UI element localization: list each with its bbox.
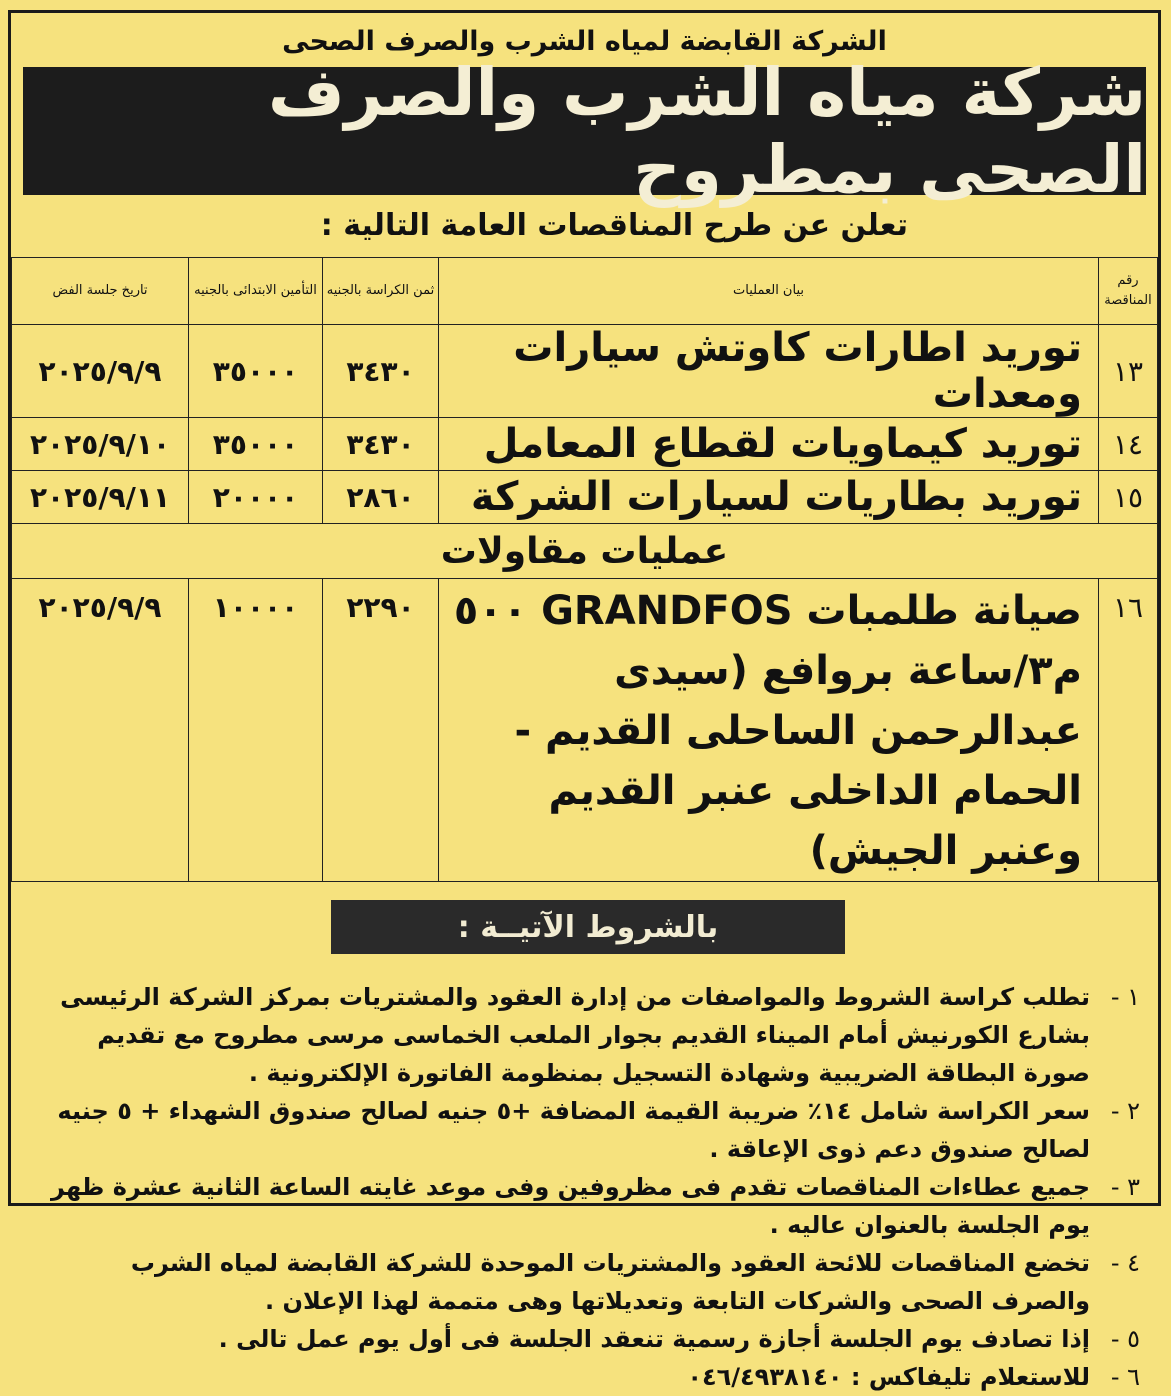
tender-description: توريد بطاريات لسيارات الشركة	[439, 471, 1099, 524]
condition-text: إذا تصادف يوم الجلسة أجازة رسمية تنعقد الجلسة فى أول يوم عمل تالى .	[218, 1325, 1090, 1353]
table-row	[12, 325, 1158, 418]
company-title-banner	[23, 54, 1146, 208]
insurance-amount: ٣٥٠٠٠	[189, 325, 323, 418]
header-description: بيان العمليات	[439, 258, 1099, 325]
section-row	[12, 524, 1158, 579]
conditions-title: بالشروط الآتيــة :	[331, 900, 845, 954]
company-title: شركة مياه الشرب والصرف الصحى بمطروح	[268, 54, 1146, 208]
conditions-list	[11, 978, 1158, 1396]
booklet-price: ٣٤٣٠	[323, 418, 439, 471]
table-row	[12, 471, 1158, 524]
condition-text: للاستعلام تليفاكس : ٠٤٦/٤٩٣٨١٤٠	[687, 1363, 1090, 1391]
section-title: عمليات مقاولات	[12, 524, 1158, 579]
header-booklet-price: ثمن الكراسة بالجنيه	[323, 258, 439, 325]
list-item	[51, 1320, 1140, 1358]
header-number: رقم المناقصة	[1099, 258, 1158, 325]
table-header-row	[12, 258, 1158, 325]
announcement-line: تعلن عن طرح المناقصات العامة التالية :	[320, 208, 908, 243]
table-row	[12, 579, 1158, 882]
tender-description: صيانة طلمبات GRANDFOS ٥٠٠ م٣/ساعة بروافع (سيدى عبدالرحمن الساحلى القديم - الحمام الداخلى عنبر القديم وعنبر الجيش)	[439, 579, 1099, 882]
booklet-price: ٢٢٩٠	[323, 579, 439, 882]
tender-number: ١٣	[1099, 325, 1158, 418]
condition-text: سعر الكراسة شامل ١٤٪ ضريبة القيمة المضافة +٥ جنيه لصالح صندوق الشهداء + ٥ جنيه لصالح صندوق دعم ذوى الإعاقة .	[57, 1097, 1090, 1163]
condition-text: تطلب كراسة الشروط والمواصفات من إدارة العقود والمشتريات بمركز الشركة الرئيسى بشارع الكورنيش أمام الميناء القديم بجوار الملعب الخماسى مرسى مطروح مع تقديم صورة البطاقة الضريبية وشهادة التسجيل بمنظومة الفاتورة الإلكترونية .	[60, 983, 1090, 1087]
tender-number: ١٤	[1099, 418, 1158, 471]
opening-date: ٢٠٢٥/٩/١٠	[12, 418, 189, 471]
table-row	[12, 418, 1158, 471]
condition-number: ٣ -	[1110, 1173, 1140, 1201]
tender-announcement	[8, 10, 1161, 1391]
list-item	[51, 1358, 1140, 1396]
tender-number: ١٥	[1099, 471, 1158, 524]
tenders-table	[11, 257, 1158, 882]
header-opening-date: تاريخ جلسة الفض	[12, 258, 189, 325]
condition-text: جميع عطاءات المناقصات تقدم فى مظروفين وفى موعد غايته الساعة الثانية عشرة ظهر يوم الجلسة بالعنوان عاليه .	[51, 1173, 1090, 1239]
header-insurance: التأمين الابتدائى بالجنيه	[189, 258, 323, 325]
conditions-heading-area	[11, 882, 1158, 978]
tender-description: توريد اطارات كاوتش سيارات ومعدات	[439, 325, 1099, 418]
tender-description: توريد كيماويات لقطاع المعامل	[439, 418, 1099, 471]
condition-number: ٢ -	[1110, 1097, 1140, 1125]
condition-number: ٥ -	[1110, 1325, 1140, 1353]
condition-number: ٤ -	[1110, 1249, 1140, 1277]
tender-number: ١٦	[1099, 579, 1158, 882]
opening-date: ٢٠٢٥/٩/٩	[12, 579, 189, 882]
booklet-price: ٣٤٣٠	[323, 325, 439, 418]
parent-company-name: الشركة القابضة لمياه الشرب والصرف الصحى	[282, 26, 887, 57]
list-item	[51, 1244, 1140, 1320]
list-item	[51, 1168, 1140, 1244]
condition-text: تخضع المناقصات للائحة العقود والمشتريات الموحدة للشركة القابضة لمياه الشرب والصرف الصحى والشركات التابعة وتعديلاتها وهى متممة لهذا الإعلان .	[130, 1249, 1090, 1315]
insurance-amount: ٣٥٠٠٠	[189, 418, 323, 471]
opening-date: ٢٠٢٥/٩/١١	[12, 471, 189, 524]
list-item	[51, 978, 1140, 1092]
condition-number: ٦ -	[1110, 1363, 1140, 1391]
condition-number: ١ -	[1110, 983, 1140, 1011]
insurance-amount: ٢٠٠٠٠	[189, 471, 323, 524]
list-item	[51, 1092, 1140, 1168]
booklet-price: ٢٨٦٠	[323, 471, 439, 524]
insurance-amount: ١٠٠٠٠	[189, 579, 323, 882]
opening-date: ٢٠٢٥/٩/٩	[12, 325, 189, 418]
